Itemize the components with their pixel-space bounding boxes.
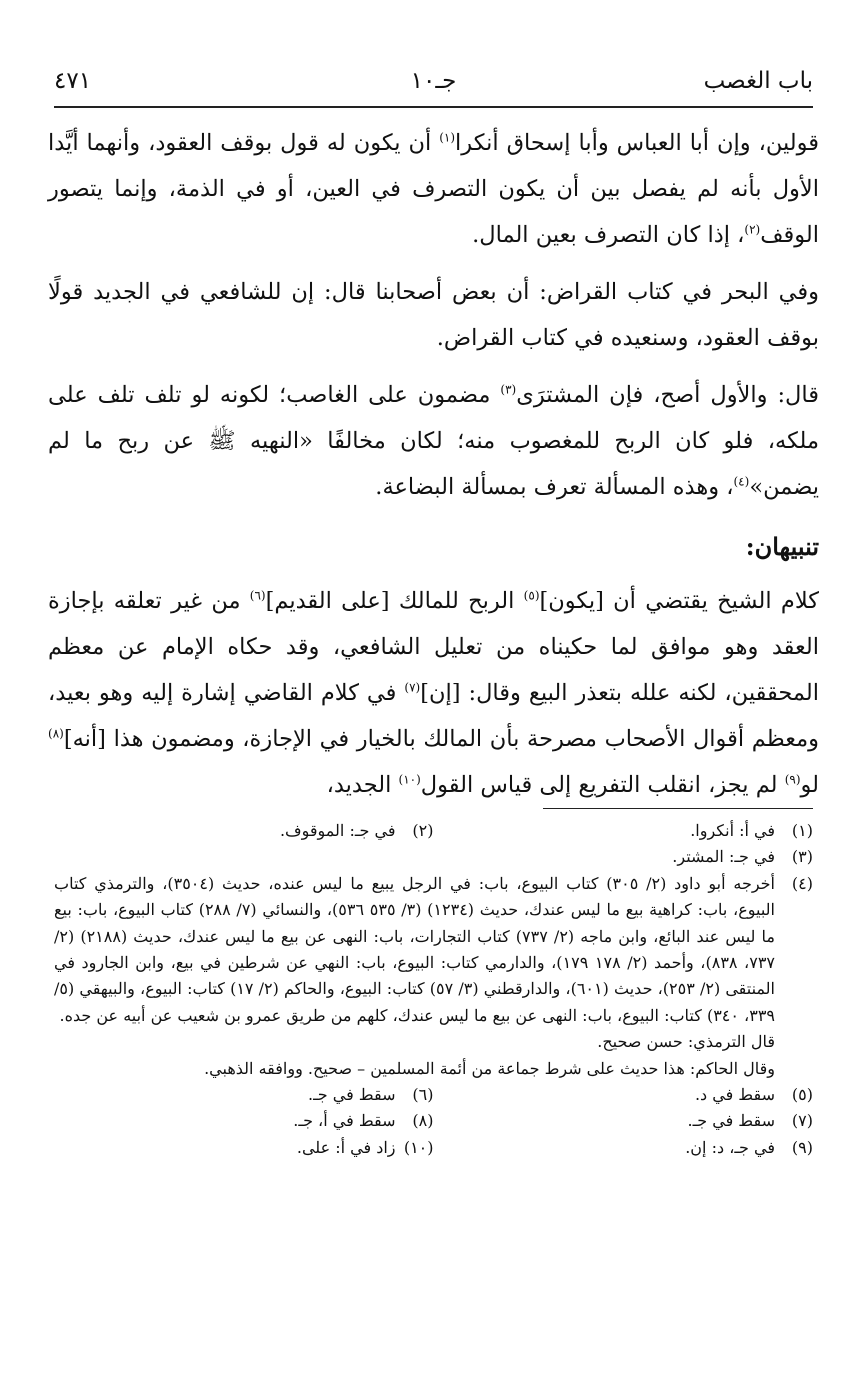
footnote-text: في جـ، د: إن. (685, 1137, 775, 1157)
footnote-text: في أ: أنكروا. (690, 821, 775, 840)
footnote-number: (٦) (412, 1085, 434, 1105)
footnote-number: (٢) (412, 821, 434, 840)
footnote-8 (54, 1108, 434, 1134)
footnote-1 (434, 818, 814, 844)
footnote-ref: (٥) (523, 588, 540, 603)
footnote-row (54, 818, 813, 844)
footnote-9 (434, 1135, 814, 1161)
footnote-ref: (١٠) (398, 772, 421, 787)
footnote-number: (٨) (412, 1111, 434, 1131)
text-run: قال: والأول أصح، فإن المشترَى (516, 382, 819, 408)
text-run: ، وهذه المسألة تعرف بمسألة البضاعة. (375, 474, 734, 500)
footnote-number: (٩) (791, 1137, 813, 1157)
page-number: ٤٧١ (54, 68, 92, 94)
footnote-row (54, 1082, 813, 1108)
footnote-text: سقط في جـ. (307, 1085, 396, 1105)
footnote-ref: (٨) (48, 726, 64, 741)
text-run: الربح للمالك [على القديم] (265, 588, 524, 614)
text-run: من غير تعلقه بإجازة العقد وهو موافق لما حكيناه من تعليل الشافعي، وقد حكاه الإمام عن معظم المحققين، لكنه علله بتعذر البيع وقال: [إن] (48, 588, 820, 706)
footnote-text: في جـ: الموقوف. (279, 821, 396, 840)
paragraph (48, 578, 819, 808)
footnote-4 (54, 871, 813, 1029)
paragraph (48, 120, 819, 258)
text-run: الجديد، (326, 772, 399, 798)
section-heading: تنبيهان: (745, 532, 819, 561)
footnote-ref: (٤) (733, 474, 750, 489)
text-run: ، إذا كان التصرف بعين المال. (472, 222, 745, 248)
chapter-title: باب الغصب (703, 68, 813, 94)
text-run: كلام الشيخ يقتضي أن [يكون] (539, 588, 819, 614)
text-run: لم يجز، انقلب التفريع إلى قياس القول (420, 772, 785, 798)
footnote-ref: (٧) (404, 680, 421, 695)
paragraph (48, 372, 819, 510)
main-text (48, 120, 819, 819)
footnote-text: سقط في جـ. (687, 1111, 775, 1131)
footnote-text: سقط في أ، جـ. (293, 1111, 396, 1131)
footnote-text: زاد في أ: على. (296, 1137, 396, 1157)
footnote-ref: (١) (439, 130, 456, 145)
footnote-text: قال الترمذي: حسن صحيح. (597, 1032, 775, 1052)
footnote-ref: (٦) (249, 588, 266, 603)
paragraph: وفي البحر في كتاب القراض: أن بعض أصحابنا قال: إن للشافعي في الجديد قولًا بوقف العقود، وسنعيده في كتاب القراض. (48, 279, 819, 351)
footnote-text: وقال الحاكم: هذا حديث على شرط جماعة من أئمة المسلمين – صحيح. ووافقه الذهبي. (204, 1058, 775, 1078)
footnote-text: في جـ: المشتر. (672, 847, 775, 867)
footnote-number: (٤) (791, 873, 813, 893)
text-run: قولين، وإن أبا العباس وأبا إسحاق أنكرا (455, 130, 820, 156)
footnote-ref: (٢) (744, 222, 761, 237)
text-run: أن يكون له قول بوقف العقود، وأنهما أيَّدا الأول بأنه لم يفصل بين أن يكون التصرف في العين، أو في الذمة، وإنما يتصور الوقف (48, 130, 819, 248)
text-run: لو (800, 772, 819, 798)
footnote-2 (54, 818, 434, 844)
footnote-4-continuation (54, 1029, 813, 1055)
footnote-10 (54, 1135, 434, 1161)
text-run: في كلام القاضي إشارة إليه وهو بعيد، ومعظم أقوال الأصحاب مصرحة بأن المالك بالخيار في الإجازة، ومضمون هذا [أنه] (48, 680, 819, 752)
footnote-4-continuation (54, 1056, 813, 1082)
footnote-7 (434, 1108, 814, 1134)
footnote-number: (٣) (791, 847, 813, 867)
footnote-number: (١) (791, 821, 813, 840)
footnote-ref: (٩) (784, 772, 801, 787)
footnote-row (54, 1135, 813, 1161)
footnote-5 (434, 1082, 814, 1108)
footnote-number: (١٠) (403, 1137, 434, 1157)
footnote-row (54, 1108, 813, 1134)
running-header (54, 64, 813, 104)
footnote-number: (٥) (791, 1085, 813, 1105)
header-divider (54, 106, 813, 108)
footnote-ref: (٣) (500, 382, 517, 397)
footnote-6 (54, 1082, 434, 1108)
footnote-text: سقط في د. (694, 1085, 775, 1105)
footnotes (54, 818, 813, 1161)
text-run: مضمون على الغاصب؛ لكونه لو تلف تلف على ملكه، فلو كان الربح للمغصوب منه؛ لكان مخالفًا «النهيه ﷺ عن ربح ما لم يضمن» (48, 382, 819, 500)
footnote-text: أخرجه أبو داود (٢/ ٣٠٥) كتاب البيوع، باب: في الرجل يبيع ما ليس عنده، حديث (٣٥٠٤)، والترمذي كتاب البيوع، باب: كراهية بيع ما ليس عندك، حديث (١٢٣٤) (٣/ ٥٣٥ ٥٣٦)، والنسائي (٧/ ٢٨٨) كتاب البيوع، باب: بيع ما ليس عند البائع، وابن ماجه (٢/ ٧٣٧) كتاب التجارات، باب: النهى عن بيع ما ليس عندك، حديث (٢١٨٨) (٢/ ٧٣٧، ٨٣٨)، وأحمد (٢/ ١٧٨ ١٧٩)، والدارمي كتاب: البيوع، باب: النهي عن شرطين في بيع، وابن الجارود في المنتقى (٢/ ٢٥٣)، حديث (٦٠١)، والدارقطني (٣/ ٥٧) كتاب: البيوع، والحاكم (٢/ ١٧) كتاب: البيوع، والبيهقي (٥/ ٣٣٩، ٣٤٠) كتاب: البيوع، باب: النهى عن بيع ما ليس عندك، كلهم من طريق عمرو بن شعيب عن أبيه عن جده. (54, 873, 776, 1025)
volume-number: جـ١٠ (410, 68, 457, 94)
footnote-number: (٧) (791, 1111, 813, 1131)
footnote-3 (54, 844, 813, 870)
footnote-divider (543, 808, 813, 809)
